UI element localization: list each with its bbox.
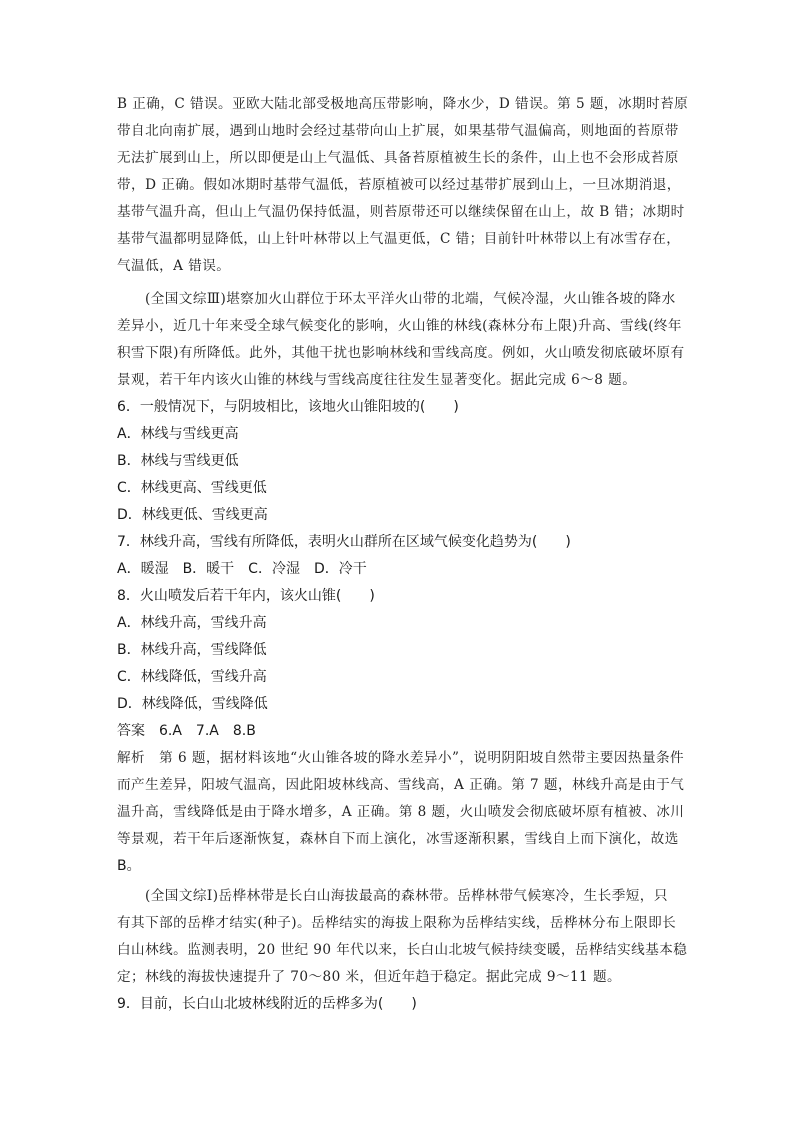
passage-line: 差异小，近几十年来受全球气候变化的影响，火山锥的林线(森林分布上限)升高、雪线(终年: [117, 318, 682, 334]
question-8: 8．火山喷发后若干年内，该火山锥( ): [117, 588, 375, 604]
option-c: C．林线降低，雪线升高: [117, 669, 267, 685]
explanation-line: 无法扩展到山上，所以即便是山上气温低、具备苔原植被生长的条件，山上也不会形成苔原: [117, 150, 679, 166]
analysis-line: 温升高，雪线降低是由于降水增多，A 正确。第 8 题，火山喷发会彻底破坏原有植被、冰川: [117, 804, 685, 820]
analysis-line: 等景观，若干年后逐渐恢复，森林自下而上演化，冰雪逐渐积累，雪线自上而下演化，故选: [117, 831, 679, 847]
option-b: B．林线与雪线更低: [117, 453, 239, 469]
option-c: C．林线更高、雪线更低: [117, 480, 267, 496]
passage-line: 定；林线的海拔快速提升了 70～80 米，但近年趋于稳定。据此完成 9～11 题。: [117, 969, 622, 985]
passage-line: 景观，若干年内该火山锥的林线与雪线高度往往发生显著变化。据此完成 6～8 题。: [117, 372, 637, 388]
option-a: A．林线升高，雪线升高: [117, 615, 267, 631]
passage-line: 有其下部的岳桦才结实(种子)。岳桦结实的海拔上限称为岳桦结实线，岳桦林分布上限即长: [117, 915, 677, 931]
option-d: D．林线降低，雪线降低: [117, 696, 268, 712]
passage-line: 白山林线。监测表明，20 世纪 90 年代以来，长白山北坡气候持续变暖，岳桦结实线基本稳: [117, 942, 688, 958]
question-9: 9．目前，长白山北坡林线附近的岳桦多为( ): [117, 996, 417, 1012]
passage-line: (全国文综Ⅲ)堪察加火山群位于环太平洋火山带的北端，气候冷湿，火山锥各坡的降水: [145, 291, 676, 307]
question-6: 6．一般情况下，与阴坡相比，该地火山锥阳坡的( ): [117, 399, 459, 415]
question-7-options: A．暖湿 B．暖干 C．冷湿 D．冷干: [117, 561, 367, 577]
explanation-line: B 正确，C 错误。亚欧大陆北部受极地高压带影响，降水少，D 错误。第 5 题，冰期时苔原: [117, 96, 689, 112]
explanation-line: 基带气温都明显降低，山上针叶林带以上气温更低，C 错；目前针叶林带以上有冰雪存在，: [117, 231, 681, 247]
option-a: A．林线与雪线更高: [117, 426, 239, 442]
option-d: D．林线更低、雪线更高: [117, 507, 268, 523]
answer-line: 答案 6.A 7.A 8.B: [117, 723, 256, 739]
explanation-line: 气温低，A 错误。: [117, 258, 231, 274]
analysis-line: B。: [117, 858, 141, 874]
explanation-line: 基带气温升高，但山上气温仍保持低温，则苔原带还可以继续保留在山上，故 B 错；冰期时: [117, 204, 685, 220]
passage-line: (全国文综Ⅰ)岳桦林带是长白山海拔最高的森林带。岳桦林带气候寒冷，生长季短，只: [145, 888, 668, 904]
analysis-line: 而产生差异，阳坡气温高，因此阳坡林线高、雪线高，A 正确。第 7 题，林线升高是由于气: [117, 777, 685, 793]
explanation-line: 带自北向南扩展，遇到山地时会经过基带向山上扩展，如果基带气温偏高，则地面的苔原带: [117, 123, 679, 139]
option-b: B．林线升高，雪线降低: [117, 642, 267, 658]
passage-line: 积雪下限)有所降低。此外，其他干扰也影响林线和雪线高度。例如，火山喷发彻底破坏原有: [117, 345, 685, 361]
question-7: 7．林线升高，雪线有所降低，表明火山群所在区域气候变化趋势为( ): [117, 534, 571, 550]
analysis-line: 解析 第 6 题，据材料该地“火山锥各坡的降水差异小”，说明阴阳坡自然带主要因热量条件: [117, 750, 685, 766]
explanation-line: 带，D 正确。假如冰期时基带气温低，苔原植被可以经过基带扩展到山上，一旦冰期消退，: [117, 177, 681, 193]
